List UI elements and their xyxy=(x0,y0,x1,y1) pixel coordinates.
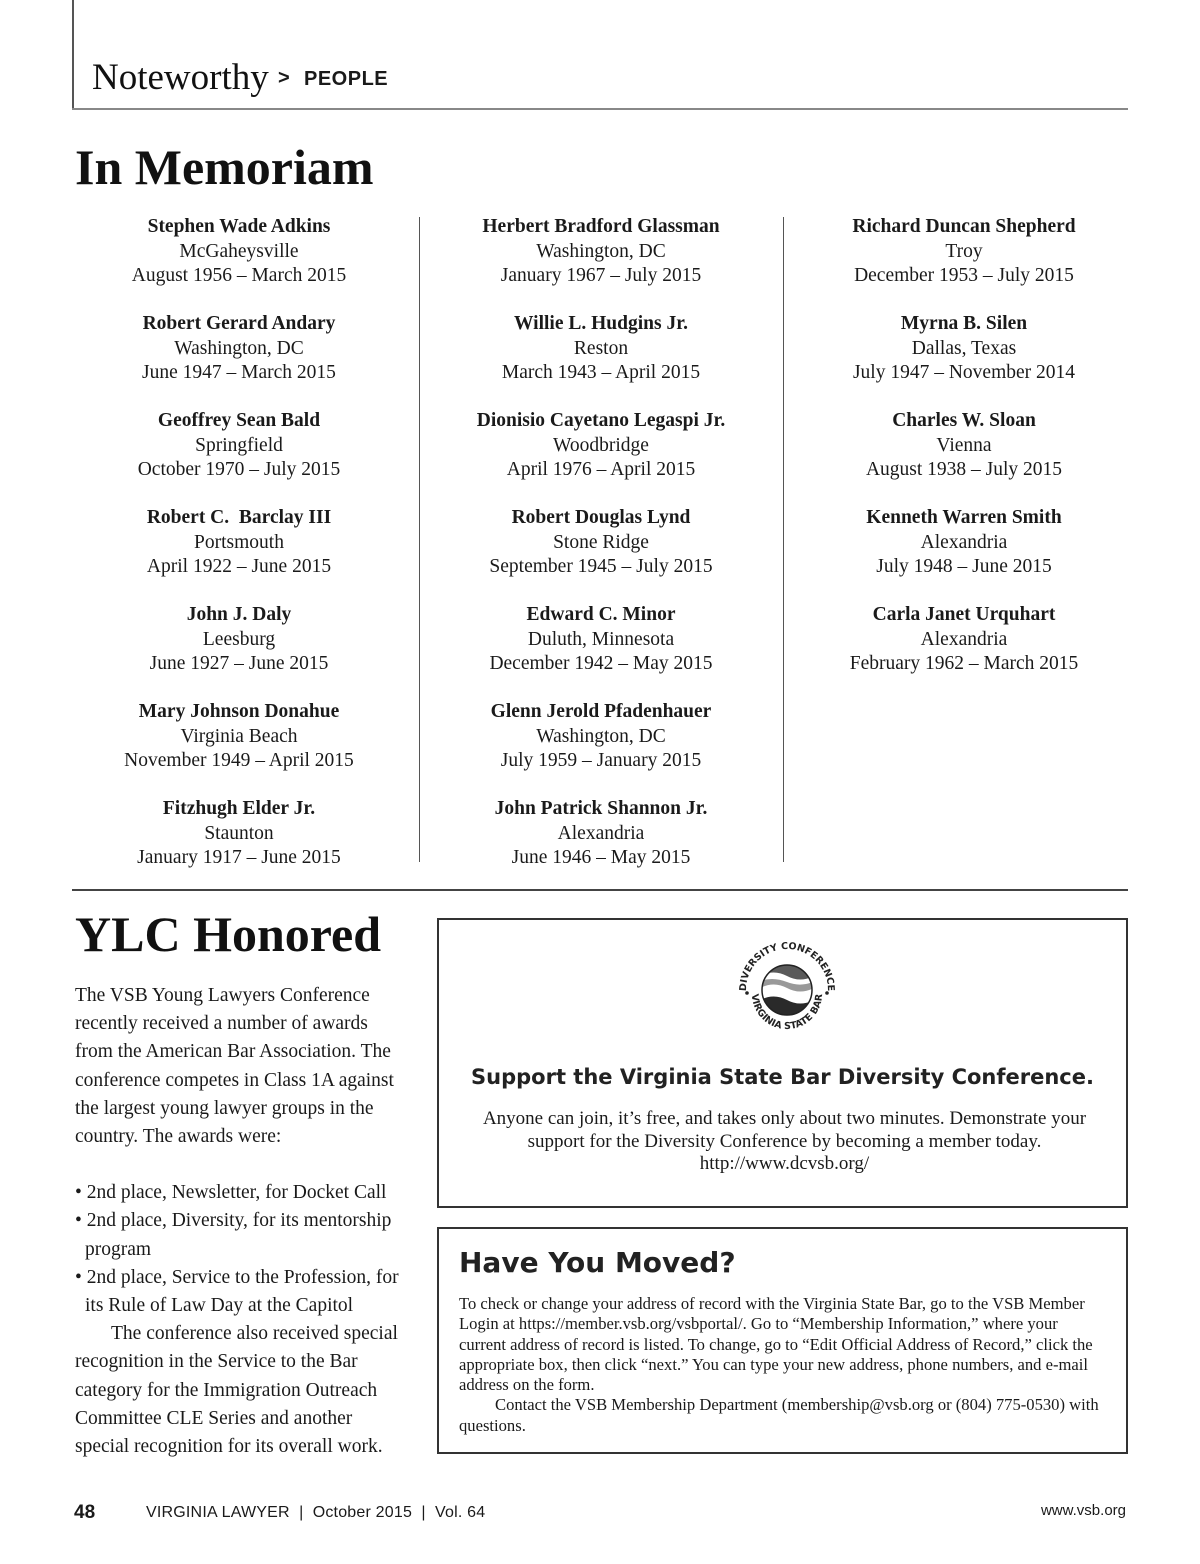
entry-name: Richard Duncan Shepherd xyxy=(852,216,1076,237)
entry-name: Robert Douglas Lynd xyxy=(511,507,691,528)
entry-dates: October 1970 – July 2015 xyxy=(137,459,341,480)
entry-city: McGaheysville xyxy=(179,240,299,262)
entry-city: Washington, DC xyxy=(536,725,666,747)
ylc-closing: The conference also received special recognition in the Service to the Bar category for the Immigration Outreach Committee CLE Series and another special recognition for its overall work. xyxy=(75,1323,398,1458)
section-title: Noteworthy xyxy=(92,57,269,98)
entry-city: Virginia Beach xyxy=(180,725,298,747)
entry-name: Mary Johnson Donahue xyxy=(138,701,340,722)
entry-name: Edward C. Minor xyxy=(526,604,676,625)
entry-dates: January 1917 – June 2015 xyxy=(137,847,341,868)
moved-instructions: To check or change your address of record with the Virginia State Bar, go to the VSB Member Login at https://member.vsb.org/vsbportal/. Go to “Membership Information,” where your current address of record is listed. To change, go to “Edit Official Address of Record,” click the appropriate box, then click “next.” You can type your new address, phone numbers, and e-mail address on the form. xyxy=(459,1294,1093,1395)
memoriam-entry xyxy=(60,506,418,603)
memoriam-entry xyxy=(784,506,1144,603)
memoriam-entry xyxy=(784,603,1144,700)
diversity-conference-logo xyxy=(732,932,842,1042)
memoriam-entry xyxy=(421,603,781,700)
entry-name: Glenn Jerold Pfadenhauer xyxy=(490,701,712,722)
entry-city: Washington, DC xyxy=(174,337,304,359)
memoriam-entry xyxy=(60,215,418,312)
entry-dates: August 1938 – July 2015 xyxy=(865,459,1063,480)
page-number: 48 xyxy=(74,1502,96,1523)
diversity-url-link[interactable]: http://www.dcvsb.org/ xyxy=(699,1153,870,1174)
entry-name: Kenneth Warren Smith xyxy=(866,507,1062,528)
entry-name: Robert Gerard Andary xyxy=(142,313,336,334)
entry-city: Woodbridge xyxy=(553,434,649,456)
memoriam-entry xyxy=(784,409,1144,506)
entry-dates: July 1947 – November 2014 xyxy=(852,362,1076,383)
memoriam-entry xyxy=(421,409,781,506)
logo-bottom-text: VIRGINIA STATE BAR xyxy=(748,993,826,1033)
memoriam-entry xyxy=(60,409,418,506)
memoriam-entry xyxy=(60,797,418,894)
entry-name: Dionisio Cayetano Legaspi Jr. xyxy=(476,410,726,431)
memoriam-column-1 xyxy=(60,215,418,894)
memoriam-column-2 xyxy=(421,215,781,894)
entry-dates: April 1976 – April 2015 xyxy=(506,459,696,480)
section-subtitle: PEOPLE xyxy=(304,68,389,90)
entry-city: Vienna xyxy=(936,434,992,456)
entry-city: Duluth, Minnesota xyxy=(527,628,675,650)
logo-top-text: DIVERSITY CONFERENCE xyxy=(737,940,837,992)
diversity-body xyxy=(479,1108,1090,1176)
entry-dates: August 1956 – March 2015 xyxy=(131,265,347,286)
moved-contact: Contact the VSB Membership Department (membership@vsb.org or (804) 775-0530) with questions. xyxy=(459,1395,1099,1435)
entry-dates: December 1953 – July 2015 xyxy=(854,265,1074,286)
memoriam-entry xyxy=(421,700,781,797)
column-divider xyxy=(419,217,420,862)
header-vertical-rule xyxy=(72,0,74,110)
memoriam-entry xyxy=(421,506,781,603)
memoriam-title: In Memoriam xyxy=(75,139,374,195)
entry-name: Myrna B. Silen xyxy=(900,313,1028,334)
memoriam-column-3 xyxy=(784,215,1144,700)
award-item: • 2nd place, Diversity, for its mentorship program xyxy=(75,1210,392,1260)
ylc-article xyxy=(75,982,405,1461)
entry-name: John J. Daly xyxy=(186,604,292,625)
entry-city: Washington, DC xyxy=(536,240,666,262)
section-separator: > xyxy=(278,67,290,89)
moved-title: Have You Moved? xyxy=(459,1246,736,1279)
entry-city: Leesburg xyxy=(202,628,276,650)
memoriam-entry xyxy=(421,312,781,409)
entry-dates: November 1949 – April 2015 xyxy=(124,750,354,771)
entry-name: Fitzhugh Elder Jr. xyxy=(162,798,316,819)
moved-body xyxy=(459,1294,1104,1436)
entry-name: Herbert Bradford Glassman xyxy=(482,216,720,237)
paragraph-gap xyxy=(75,1151,405,1179)
website-link[interactable]: www.vsb.org xyxy=(1040,1502,1126,1519)
entry-city: Troy xyxy=(945,240,983,262)
memoriam-entry xyxy=(60,603,418,700)
award-item: • 2nd place, Newsletter, for Docket Call xyxy=(75,1182,387,1204)
memoriam-entry xyxy=(784,215,1144,312)
awards-list xyxy=(75,1179,405,1320)
entry-city: Reston xyxy=(573,337,629,359)
entry-dates: January 1967 – July 2015 xyxy=(500,265,702,286)
entry-dates: July 1948 – June 2015 xyxy=(876,556,1052,577)
entry-name: Stephen Wade Adkins xyxy=(147,216,331,237)
memoriam-entry xyxy=(784,312,1144,409)
ylc-intro: The VSB Young Lawyers Conference recently received a number of awards from the American Bar Association. The conference competes in Class 1A against the largest young lawyer groups in the country. The awards were: xyxy=(75,985,394,1148)
have-you-moved-box xyxy=(437,1227,1128,1454)
entry-city: Portsmouth xyxy=(194,531,284,553)
entry-dates: February 1962 – March 2015 xyxy=(849,653,1079,674)
section-rule xyxy=(72,889,1128,891)
ylc-title: YLC Honored xyxy=(75,906,382,962)
memoriam-entry xyxy=(60,700,418,797)
diversity-ad-box xyxy=(437,918,1128,1208)
entry-city: Alexandria xyxy=(920,628,1008,650)
diversity-body-text: Anyone can join, it’s free, and takes only about two minutes. Demonstrate your support for the Diversity Conference by becoming a member today. xyxy=(482,1108,1087,1152)
entry-name: Charles W. Sloan xyxy=(892,410,1036,431)
entry-dates: March 1943 – April 2015 xyxy=(501,362,701,383)
entry-city: Alexandria xyxy=(920,531,1008,553)
entry-dates: June 1947 – March 2015 xyxy=(142,362,336,383)
entry-dates: April 1922 – June 2015 xyxy=(146,556,332,577)
entry-dates: September 1945 – July 2015 xyxy=(489,556,713,577)
entry-dates: July 1959 – January 2015 xyxy=(500,750,702,771)
entry-name: Robert C. Barclay III xyxy=(146,507,332,528)
entry-name: John Patrick Shannon Jr. xyxy=(494,798,708,819)
memoriam-entry xyxy=(421,797,781,894)
entry-name: Carla Janet Urquhart xyxy=(872,604,1056,625)
entry-city: Staunton xyxy=(204,822,274,844)
entry-dates: June 1927 – June 2015 xyxy=(149,653,329,674)
entry-name: Willie L. Hudgins Jr. xyxy=(514,313,688,334)
entry-city: Springfield xyxy=(195,434,283,456)
memoriam-entry xyxy=(421,215,781,312)
award-item: • 2nd place, Service to the Profession, for its Rule of Law Day at the Capitol xyxy=(75,1266,399,1317)
magazine-info: VIRGINIA LAWYER | October 2015 | Vol. 64 xyxy=(146,1504,486,1521)
diversity-logo-icon xyxy=(732,932,842,1042)
entry-city: Alexandria xyxy=(557,822,645,844)
entry-name: Geoffrey Sean Bald xyxy=(157,410,321,431)
entry-city: Dallas, Texas xyxy=(911,337,1017,359)
entry-dates: December 1942 – May 2015 xyxy=(489,653,713,674)
header-rule xyxy=(72,108,1128,110)
entry-city: Stone Ridge xyxy=(553,531,649,553)
memoriam-entry xyxy=(60,312,418,409)
entry-dates: June 1946 – May 2015 xyxy=(511,847,691,868)
diversity-headline: Support the Virginia State Bar Diversity Conference. xyxy=(471,1065,1094,1089)
